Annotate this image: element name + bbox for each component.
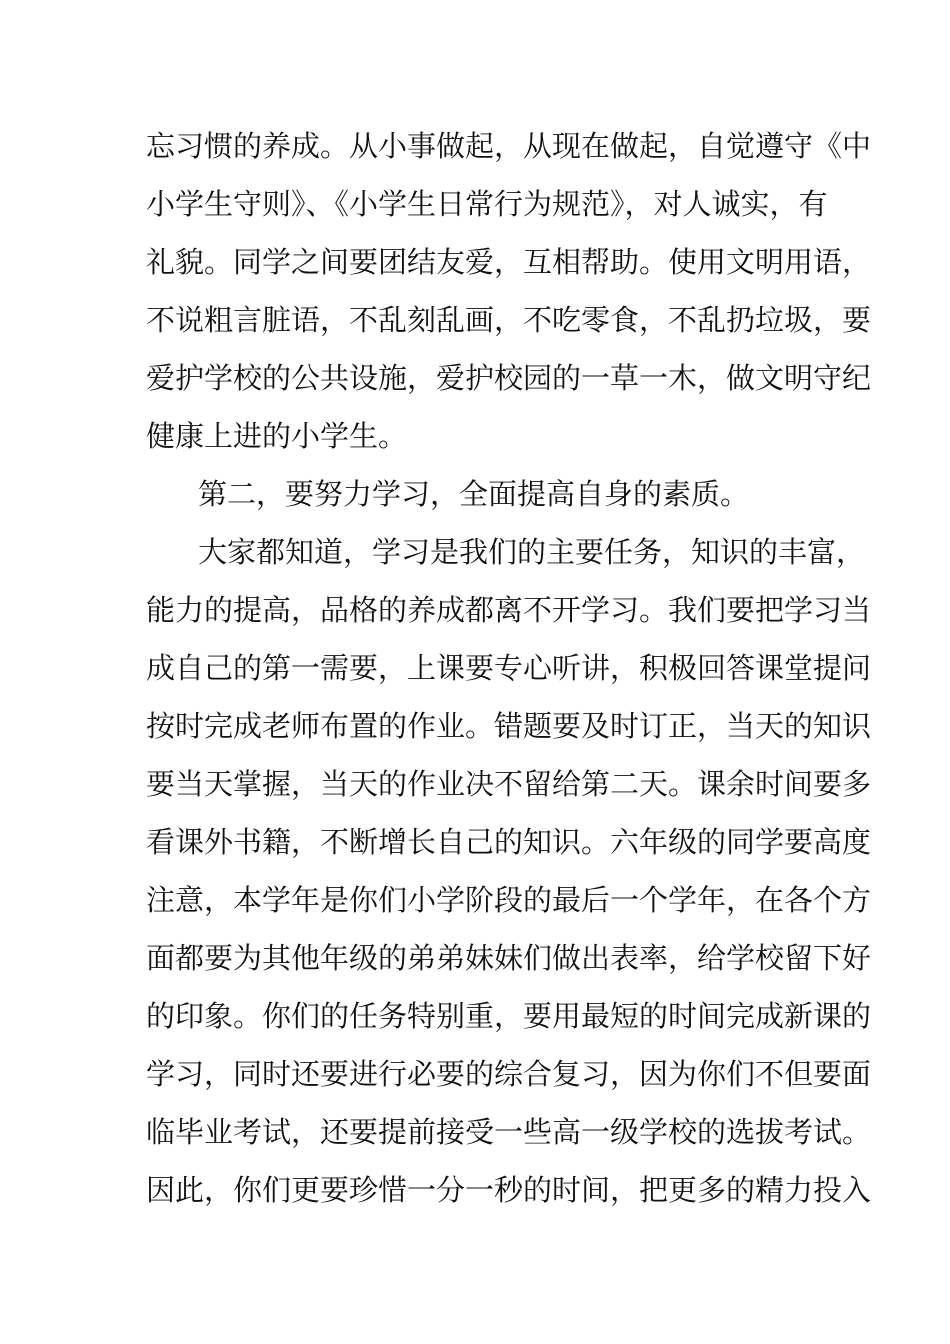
text-line: 成自己的第一需要，上课要专心听讲，积极回答课堂提问 xyxy=(146,651,872,685)
text-line: 因此，你们更要珍惜一分一秒的时间，把更多的精力投入 xyxy=(146,1173,872,1207)
text-line: 不说粗言脏语，不乱刻乱画，不吃零食，不乱扔垃圾，要 xyxy=(146,303,872,337)
section-heading: 第二，要努力学习，全面提高自身的素质。 xyxy=(198,477,750,511)
text-line: 要当天掌握，当天的作业决不留给第二天。课余时间要多 xyxy=(146,767,872,801)
text-line: 临毕业考试，还要提前接受一些高一级学校的选拔考试。 xyxy=(146,1115,872,1149)
text-line: 健康上进的小学生。 xyxy=(146,419,408,453)
text-line: 学习，同时还要进行必要的综合复习，因为你们不但要面 xyxy=(146,1057,872,1091)
text-line: 忘习惯的养成。从小事做起，从现在做起，自觉遵守《中 xyxy=(146,129,872,163)
body-text xyxy=(146,117,872,1219)
text-line: 的印象。你们的任务特别重，要用最短的时间完成新课的 xyxy=(146,999,872,1033)
text-line: 礼貌。同学之间要团结友爱，互相帮助。使用文明用语， xyxy=(146,245,872,279)
text-line: 注意，本学年是你们小学阶段的最后一个学年，在各个方 xyxy=(146,883,872,917)
text-line: 爱护学校的公共设施，爱护校园的一草一木，做文明守纪 xyxy=(146,361,872,395)
text-line: 大家都知道，学习是我们的主要任务，知识的丰富， xyxy=(198,535,866,569)
text-line: 面都要为其他年级的弟弟妹妹们做出表率，给学校留下好 xyxy=(146,941,872,975)
text-line: 看课外书籍，不断增长自己的知识。六年级的同学要高度 xyxy=(146,825,872,859)
text-line: 小学生守则》、《小学生日常行为规范》，对人诚实，有 xyxy=(146,187,828,221)
text-line: 按时完成老师布置的作业。错题要及时订正，当天的知识 xyxy=(146,709,872,743)
text-line: 能力的提高，品格的养成都离不开学习。我们要把学习当 xyxy=(146,593,872,627)
